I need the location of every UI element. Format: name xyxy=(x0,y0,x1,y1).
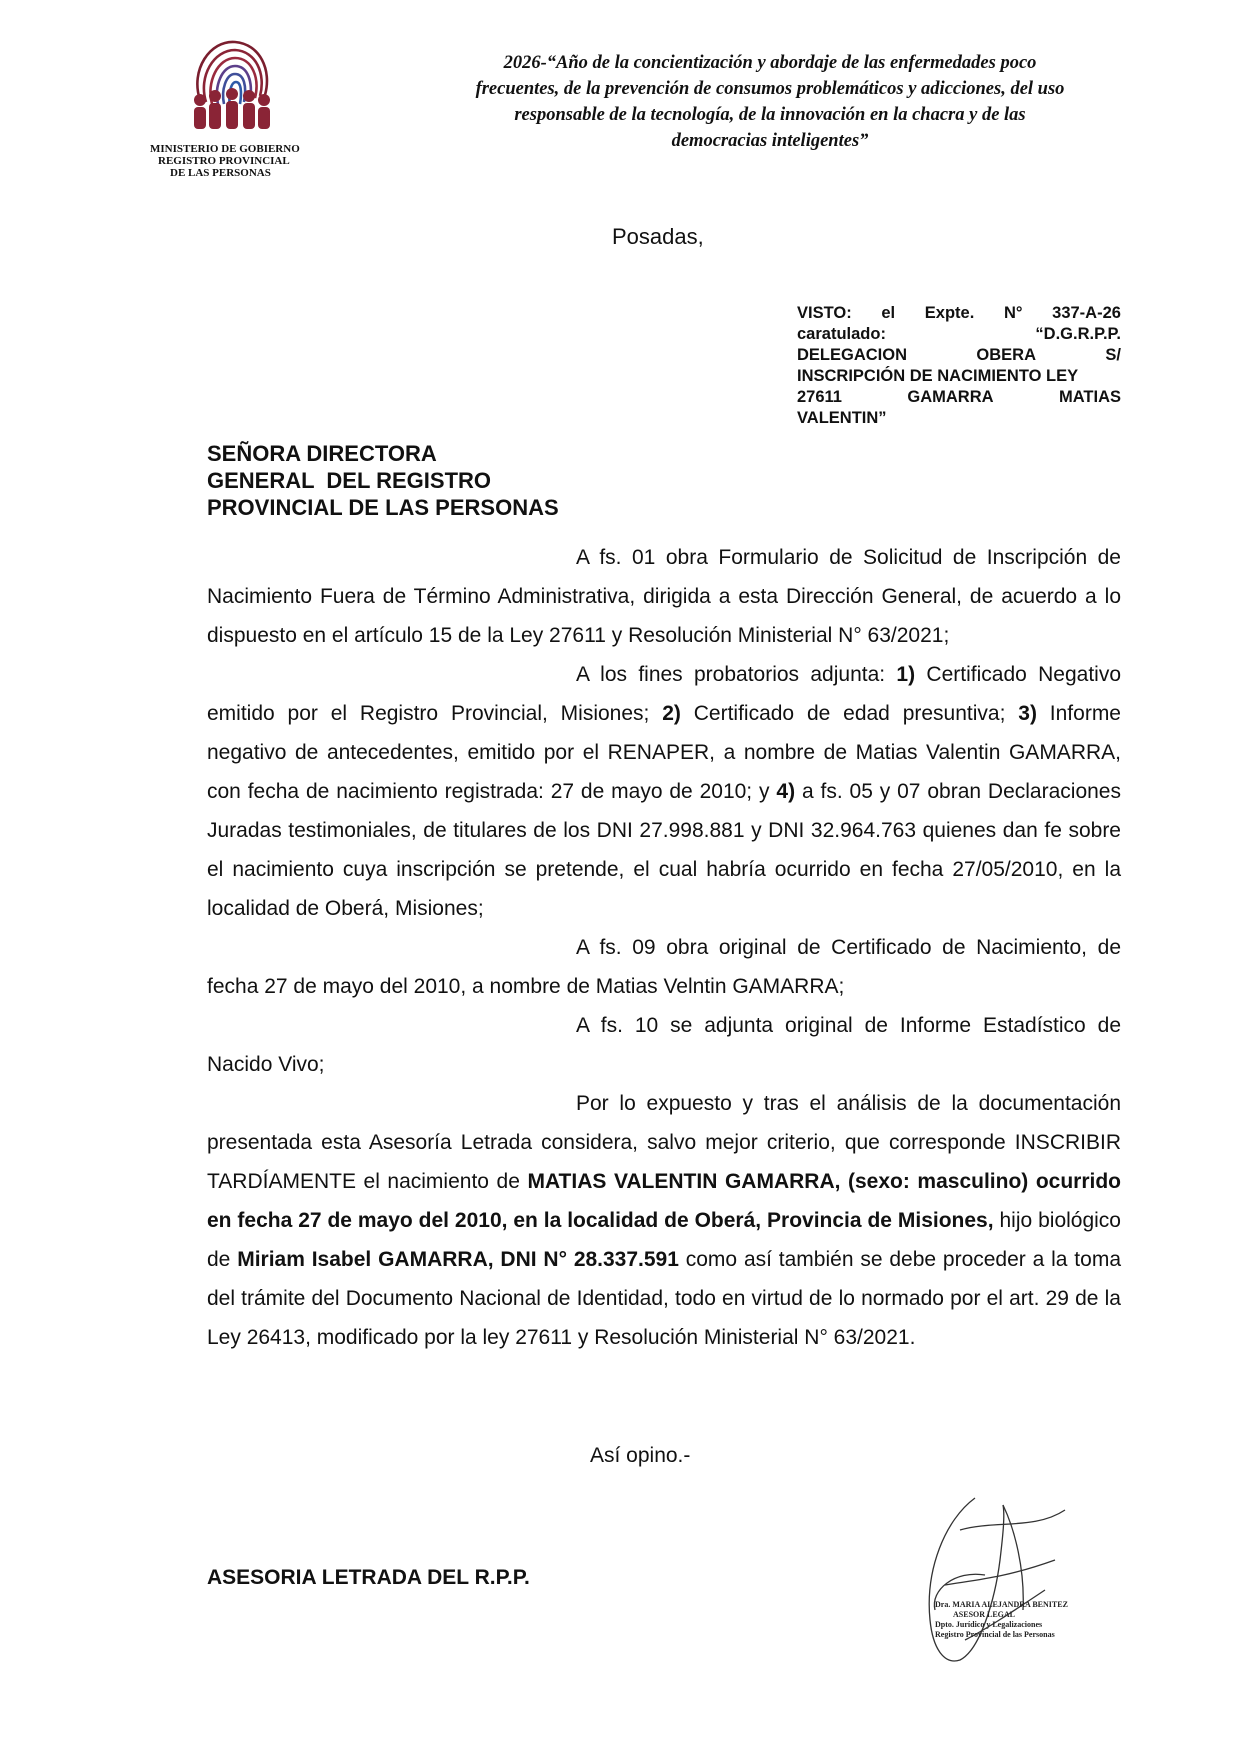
visto-word: el xyxy=(881,304,896,322)
motto-line: democracias inteligentes” xyxy=(671,131,869,151)
visto-word: Expte. xyxy=(924,304,975,322)
visto-line xyxy=(797,303,1121,324)
registro-provincial-logo-icon xyxy=(180,30,280,145)
ministry-line: REGISTRO PROVINCIAL xyxy=(158,155,290,167)
motto-line: 2026-“Año de la concientización y abordaje de las enfermedades poco xyxy=(503,53,1037,73)
visto-block xyxy=(797,303,1121,429)
document-body xyxy=(207,538,1121,1357)
body-text: Certificado de edad presuntiva; xyxy=(680,702,1019,725)
item-number: 2) xyxy=(662,702,681,725)
visto-line xyxy=(797,324,1121,345)
visto-line xyxy=(797,366,1121,387)
visto-word: N° xyxy=(1003,304,1023,322)
motto-line: responsable de la tecnología, de la innovación en la chacra y de las xyxy=(514,105,1026,125)
visto-word: 337-A-26 xyxy=(1052,304,1121,322)
item-number: 3) xyxy=(1018,702,1037,725)
visto-word: 27611 xyxy=(797,388,842,406)
visto-word: INSCRIPCIÓN DE NACIMIENTO LEY xyxy=(797,367,1079,385)
body-text: Certificado Negativo emitido por el Registro Provincial, Misiones; xyxy=(207,663,1121,725)
body-text: Por lo expuesto y tras el análisis de la documentación presentada esta Asesoría Letrada considera, salvo mejor criterio, que corresponde INSCRIBIR TARDÍAMENTE el nacimiento de xyxy=(207,1092,1121,1193)
stamp-line: Registro Provincial de las Personas xyxy=(935,1630,1055,1639)
visto-line xyxy=(797,345,1121,366)
body-text: a fs. 05 y 07 obran Declaraciones Juradas testimoniales, de titulares de los DNI 27.998.881 y DNI 32.964.763 quienes dan fe sobre el nacimiento cuya inscripción se pretende, el cual habría ocurrido en fecha 27/05/2010, en la localidad de Oberá, Misiones; xyxy=(207,780,1121,920)
item-number: 4) xyxy=(776,780,796,803)
stamp-line: Dpto. Jurídico y Legalizaciones xyxy=(935,1620,1043,1629)
paragraph-fs09: A fs. 09 obra original de Certificado de Nacimiento, de fecha 27 de mayo del 2010, a nombre de Matias Velntin GAMARRA; xyxy=(207,936,1121,998)
addressee-line: PROVINCIAL DE LAS PERSONAS xyxy=(207,495,559,520)
stamp-line: ASESOR LEGAL xyxy=(953,1610,1016,1619)
signature-stamp xyxy=(935,1600,1075,1640)
visto-line xyxy=(797,408,1121,429)
visto-word: caratulado: xyxy=(797,325,886,343)
body-text: hijo biológico de xyxy=(207,1209,1121,1271)
ministry-line: MINISTERIO DE GOBIERNO xyxy=(150,143,300,155)
addressee-line: GENERAL DEL REGISTRO xyxy=(207,468,492,493)
paragraph-conclusion xyxy=(207,1084,1121,1357)
visto-word: “D.G.R.P.P. xyxy=(1035,325,1121,343)
bold-text: Miriam Isabel GAMARRA, DNI N° 28.337.591 xyxy=(237,1248,679,1271)
office-name: ASESORIA LETRADA DEL R.P.P. xyxy=(207,1566,530,1589)
stamp-line: Dra. MARIA ALEJANDRA BENITEZ xyxy=(935,1600,1068,1609)
addressee-block xyxy=(207,440,807,521)
visto-word: VISTO: xyxy=(797,304,852,322)
paragraph-fs10: A fs. 10 se adjunta original de Informe Estadístico de Nacido Vivo; xyxy=(207,1014,1121,1076)
item-number: 1) xyxy=(896,663,916,686)
body-text: Informe negativo de antecedentes, emitido por el RENAPER, a nombre de Matias Valentin GAMARRA, con fecha de nacimiento registrada: 27 de mayo de 2010; y xyxy=(207,702,1121,803)
bold-text: MATIAS VALENTIN GAMARRA, (sexo: masculino) ocurrido en fecha 27 de mayo del 2010, en la localidad de Oberá, Provincia de Misiones, xyxy=(207,1170,1121,1232)
visto-word: GAMARRA xyxy=(907,388,994,406)
visto-word: S/ xyxy=(1105,346,1121,364)
place-date: Posadas, xyxy=(612,224,704,249)
addressee-line: SEÑORA DIRECTORA xyxy=(207,441,437,466)
visto-word: MATIAS xyxy=(1058,388,1121,406)
motto-line: frecuentes, de la prevención de consumos problemáticos y adicciones, del uso xyxy=(475,79,1065,99)
ministry-line: DE LAS PERSONAS xyxy=(170,167,271,179)
visto-word: DELEGACION xyxy=(797,346,908,364)
body-text: como así también se debe proceder a la toma del trámite del Documento Nacional de Identidad, todo en virtud de lo normado por el art. 29 de la Ley 26413, modificado por la ley 27611 y Resolución Ministerial N° 63/2021. xyxy=(207,1248,1121,1349)
signature-icon xyxy=(905,1490,1080,1670)
ministry-heading xyxy=(150,143,330,179)
visto-word: VALENTIN” xyxy=(797,409,887,427)
paragraph-fs01: A fs. 01 obra Formulario de Solicitud de Inscripción de Nacimiento Fuera de Término Administrativa, dirigida a esta Dirección General, de acuerdo a lo dispuesto en el artículo 15 de la Ley 27611 y Resolución Ministerial N° 63/2021; xyxy=(207,546,1121,647)
visto-word: OBERA xyxy=(976,346,1036,364)
closing-text: Así opino.- xyxy=(590,1444,691,1467)
year-motto xyxy=(420,50,1120,154)
body-text: A los fines probatorios adjunta: xyxy=(576,663,897,686)
visto-line xyxy=(797,387,1121,408)
paragraph-evidence xyxy=(207,655,1121,928)
